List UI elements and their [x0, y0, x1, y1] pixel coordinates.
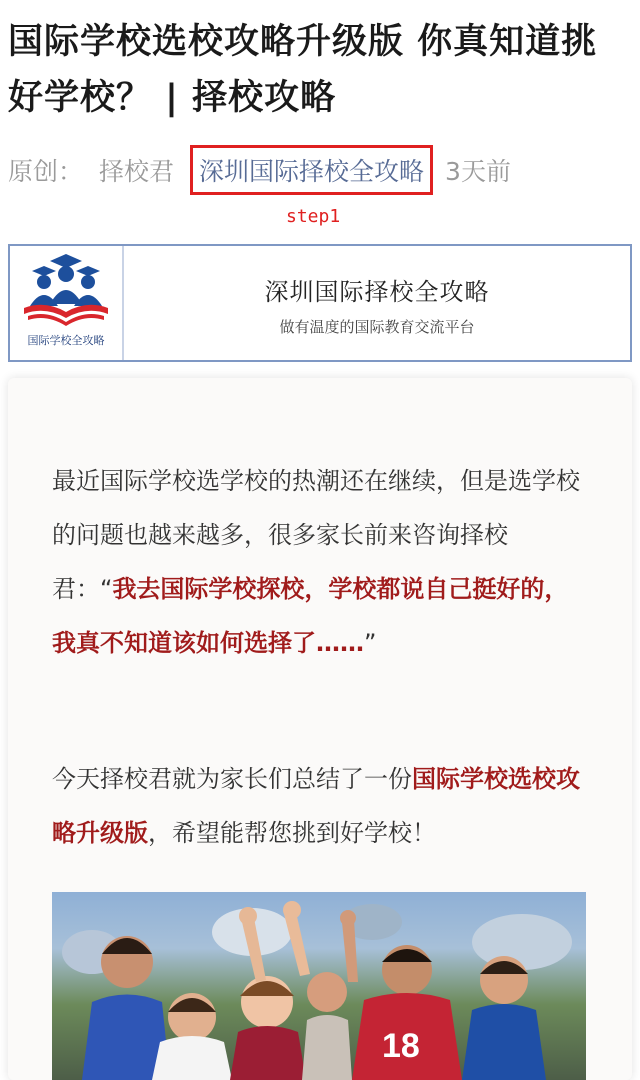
summary-end: ，希望能帮您挑到好学校！ [148, 819, 436, 847]
article-title: 国际学校选校攻略升级版 你真知道挑好学校？ | 择校攻略 [8, 22, 598, 118]
summary-text: 今天择校君就为家长们总结了一份 [52, 765, 412, 793]
account-link[interactable]: 深圳国际择校全攻略 [190, 145, 433, 195]
original-label: 原创： [8, 157, 84, 186]
summary-highlight: 国际学校选校攻略升级版 [52, 765, 580, 847]
logo-text: 国际学校全攻略 [27, 334, 105, 347]
step-annotation: step1 [286, 206, 341, 227]
svg-text:18: 18 [382, 1027, 420, 1065]
account-logo [10, 246, 124, 360]
intro-quote-end: ” [364, 629, 377, 657]
account-card-name: 深圳国际择校全攻略 [264, 278, 490, 306]
students-photo [52, 892, 586, 1080]
account-card[interactable] [8, 244, 632, 362]
intro-paragraph [52, 454, 586, 670]
account-card-slogan: 做有温度的国际教育交流平台 [279, 318, 475, 336]
intro-quote-highlight: 我去国际学校探校，学校都说自己挺好的，我真不知道该如何选择了…… [52, 575, 569, 657]
summary-paragraph [52, 752, 586, 860]
graduates-logo-icon [20, 252, 112, 330]
intro-text: 最近国际学校选学校的热潮还在继续，但是选学校的问题也越来越多，很多家长前来咨询择校君：“ [52, 467, 580, 603]
author-name: 择校君 [99, 157, 175, 186]
publish-time: 3天前 [445, 157, 511, 186]
students-photo-illustration [52, 892, 586, 1080]
article-meta [8, 148, 527, 192]
